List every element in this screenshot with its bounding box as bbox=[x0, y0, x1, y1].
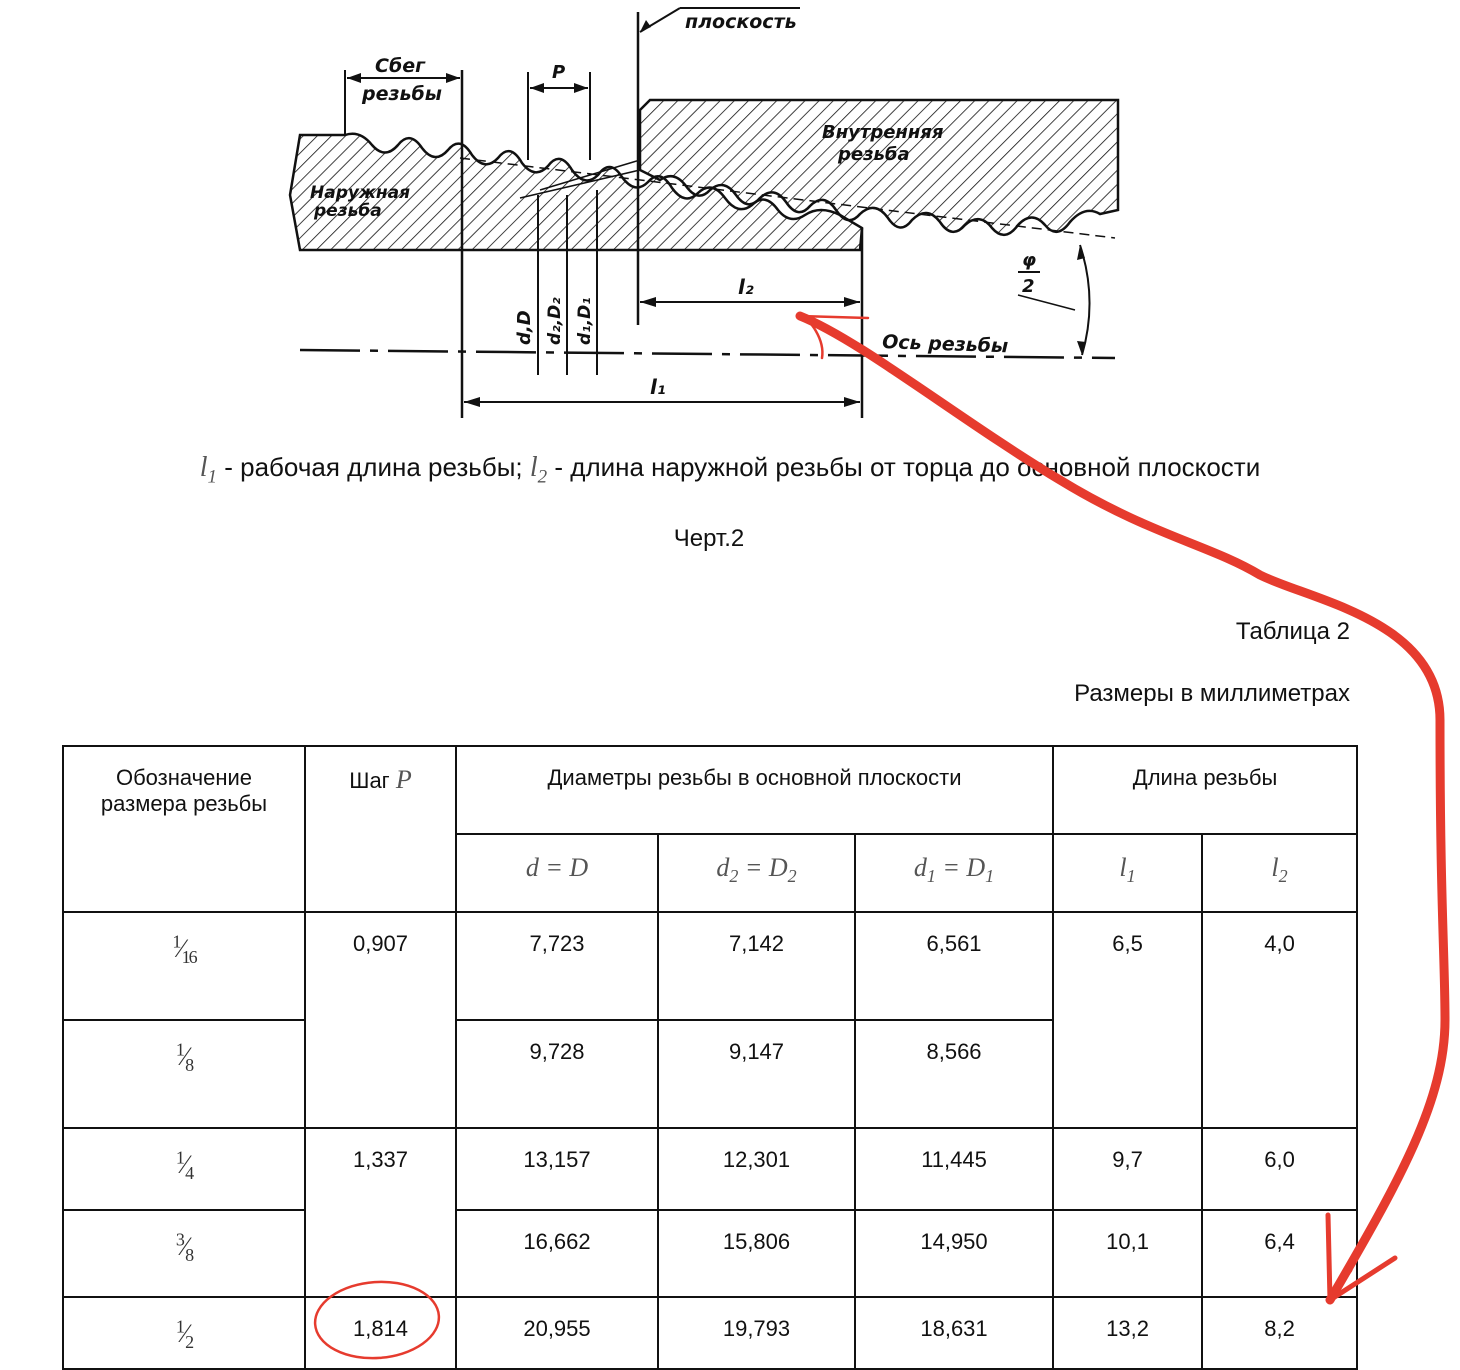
internal-thread-label-1: Внутренняя bbox=[822, 122, 944, 143]
l2-dim-label: l₂ bbox=[738, 275, 754, 299]
d-cell: 7,723 bbox=[456, 912, 658, 1020]
header-designation: Обозначение размера резьбы bbox=[63, 746, 305, 912]
l2-cell: 6,4 bbox=[1202, 1210, 1357, 1297]
l2-cell: 6,0 bbox=[1202, 1128, 1357, 1210]
plane-label: плоскость bbox=[685, 11, 797, 33]
d-cell: 16,662 bbox=[456, 1210, 658, 1297]
internal-thread-label-2: резьба bbox=[838, 144, 910, 165]
table-row bbox=[63, 912, 1357, 1020]
diameter-d2-label: d₂,D₂ bbox=[545, 297, 565, 345]
runout-label-1: Сбег bbox=[375, 55, 426, 77]
header-l2: $l_2$ bbox=[1202, 834, 1357, 912]
l1-description: - рабочая длина резьбы; bbox=[217, 452, 530, 482]
header-d1-D1: $d_1 = D_1$ bbox=[855, 834, 1053, 912]
l2-cell: 8,2 bbox=[1202, 1297, 1357, 1369]
table-label: Таблица 2 bbox=[1235, 618, 1350, 645]
size-cell: $^1⁄_4$ bbox=[63, 1128, 305, 1210]
figure-label: Черт.2 bbox=[673, 525, 745, 552]
d1-cell: 18,631 bbox=[855, 1297, 1053, 1369]
header-l1: $l_1$ bbox=[1053, 834, 1202, 912]
d2-cell: 12,301 bbox=[658, 1128, 855, 1210]
axis-label: Ось резьбы bbox=[881, 331, 1009, 358]
thread-drawing bbox=[0, 0, 1460, 430]
l1-dim-label: l₁ bbox=[650, 375, 666, 399]
d-cell: 13,157 bbox=[456, 1128, 658, 1210]
external-thread-label-1: Наружная bbox=[310, 183, 410, 203]
d-cell: 20,955 bbox=[456, 1297, 658, 1369]
diameter-d1-label: d₁,D₁ bbox=[575, 297, 595, 345]
d1-cell: 14,950 bbox=[855, 1210, 1053, 1297]
pitch-cell: 1,814 bbox=[305, 1297, 456, 1369]
size-cell: $^1⁄_{16}$ bbox=[63, 912, 305, 1020]
header-pitch: Шаг P bbox=[305, 746, 456, 912]
d2-cell: 7,142 bbox=[658, 912, 855, 1020]
l1-cell: 6,5 bbox=[1053, 912, 1202, 1128]
pitch-label: P bbox=[552, 62, 566, 83]
thread-dimensions-table bbox=[62, 745, 1358, 1370]
pitch-cell: 0,907 bbox=[305, 912, 456, 1128]
units-label: Размеры в миллиметрах bbox=[1074, 680, 1350, 707]
external-thread-label-2: резьба bbox=[314, 201, 382, 221]
runout-label-2: резьбы bbox=[362, 83, 442, 105]
size-cell: $^1⁄_8$ bbox=[63, 1020, 305, 1128]
l2-description: - длина наружной резьбы от торца до основной плоскости bbox=[547, 452, 1261, 482]
phi-denominator: 2 bbox=[1022, 276, 1035, 297]
d1-cell: 6,561 bbox=[855, 912, 1053, 1020]
l2-cell: 4,0 bbox=[1202, 912, 1357, 1128]
d1-cell: 11,445 bbox=[855, 1128, 1053, 1210]
table-row bbox=[63, 1210, 1357, 1297]
l1-cell: 13,2 bbox=[1053, 1297, 1202, 1369]
d1-cell: 8,566 bbox=[855, 1020, 1053, 1128]
header-length: Длина резьбы bbox=[1053, 746, 1357, 834]
pitch-cell: 1,337 bbox=[305, 1128, 456, 1297]
size-cell: $^1⁄_2$ bbox=[63, 1297, 305, 1369]
l1-symbol: $l_1$ bbox=[199, 452, 218, 488]
d2-cell: 15,806 bbox=[658, 1210, 855, 1297]
diameter-d-label: d,D bbox=[514, 310, 535, 345]
table-row bbox=[63, 1128, 1357, 1210]
table-row bbox=[63, 1297, 1357, 1369]
header-d-D: d = D bbox=[456, 834, 658, 912]
d-cell: 9,728 bbox=[456, 1020, 658, 1128]
l1-cell: 10,1 bbox=[1053, 1210, 1202, 1297]
l2-symbol: $l_2$ bbox=[529, 452, 548, 488]
drawing-caption bbox=[0, 452, 1460, 489]
d2-cell: 19,793 bbox=[658, 1297, 855, 1369]
size-cell: $^3⁄_8$ bbox=[63, 1210, 305, 1297]
header-diameters: Диаметры резьбы в основной плоскости bbox=[456, 746, 1053, 834]
header-d2-D2: $d_2 = D_2$ bbox=[658, 834, 855, 912]
l1-cell: 9,7 bbox=[1053, 1128, 1202, 1210]
phi-numerator: φ bbox=[1022, 250, 1037, 271]
d2-cell: 9,147 bbox=[658, 1020, 855, 1128]
